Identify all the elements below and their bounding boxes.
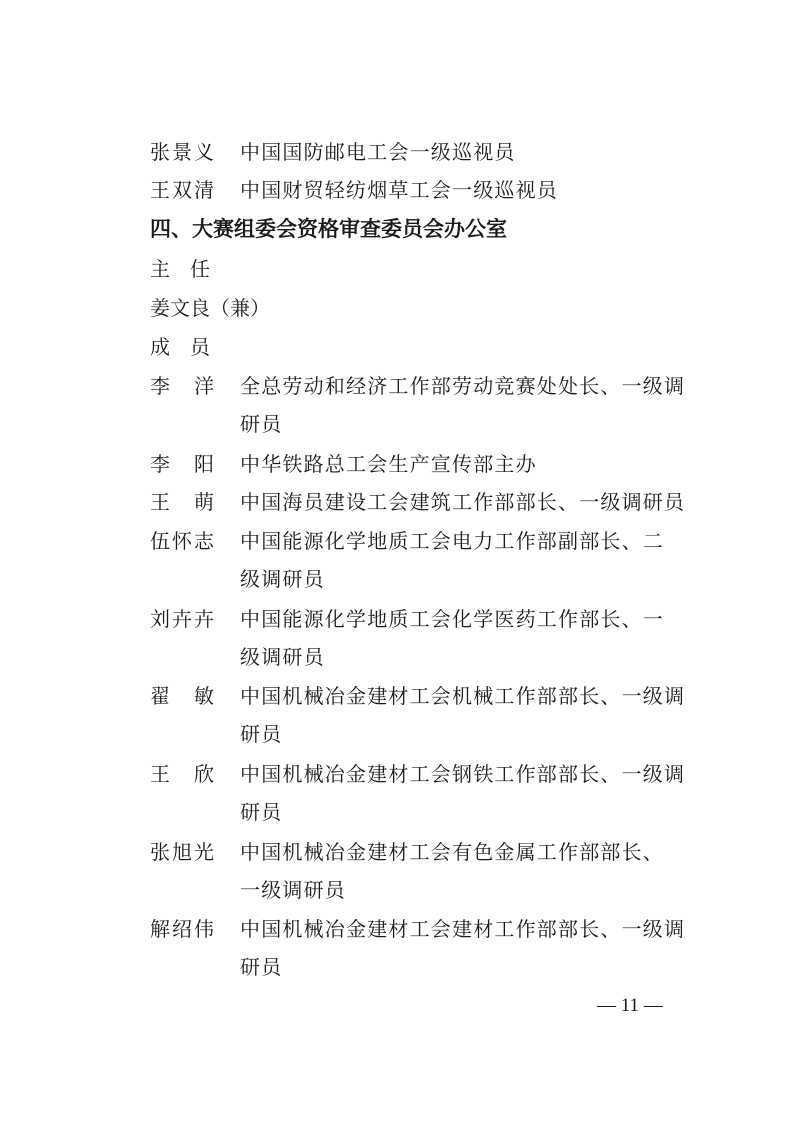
member-name: 李 阳 (150, 452, 216, 476)
members-label: 成 员 (150, 335, 210, 359)
director-name: 姜文良（兼） (150, 296, 270, 320)
member-title: 中国机械冶金建材工会钢铁工作部部长、一级调 (240, 762, 686, 786)
member-title: 中国能源化学地质工会化学医药工作部长、一 (240, 607, 664, 631)
member-title-continued: 研员 (240, 955, 283, 979)
person-name: 张景义 (150, 140, 216, 164)
member-title-continued: 研员 (240, 722, 283, 746)
member-title: 中华铁路总工会生产宣传部主办 (240, 452, 537, 476)
person-name: 王双清 (150, 178, 216, 202)
member-title-continued: 级调研员 (240, 645, 325, 669)
page-number: — 11 — (597, 995, 663, 1016)
member-name: 翟 敏 (150, 684, 216, 708)
member-name: 伍怀志 (150, 529, 216, 553)
director-label: 主 任 (150, 257, 210, 281)
member-name: 刘卉卉 (150, 607, 216, 631)
member-title: 中国机械冶金建材工会机械工作部部长、一级调 (240, 684, 686, 708)
member-title-continued: 一级调研员 (240, 878, 346, 902)
person-title: 中国国防邮电工会一级巡视员 (240, 140, 516, 164)
member-name: 张旭光 (150, 840, 216, 864)
member-title: 中国海员建设工会建筑工作部部长、一级调研员 (240, 490, 686, 514)
member-title: 中国机械冶金建材工会建材工作部部长、一级调 (240, 917, 686, 941)
member-name: 李 洋 (150, 374, 216, 398)
member-name: 王 欣 (150, 762, 216, 786)
person-title: 中国财贸轻纺烟草工会一级巡视员 (240, 178, 558, 202)
member-title: 全总劳动和经济工作部劳动竞赛处处长、一级调 (240, 374, 686, 398)
member-title-continued: 级调研员 (240, 567, 325, 591)
member-name: 王 萌 (150, 490, 216, 514)
member-name: 解绍伟 (150, 917, 216, 941)
member-title: 中国机械冶金建材工会有色金属工作部部长、 (240, 840, 664, 864)
member-title-continued: 研员 (240, 800, 283, 824)
member-title: 中国能源化学地质工会电力工作部副部长、二 (240, 529, 664, 553)
section-heading: 四、大赛组委会资格审查委员会办公室 (150, 217, 507, 241)
member-title-continued: 研员 (240, 412, 283, 436)
